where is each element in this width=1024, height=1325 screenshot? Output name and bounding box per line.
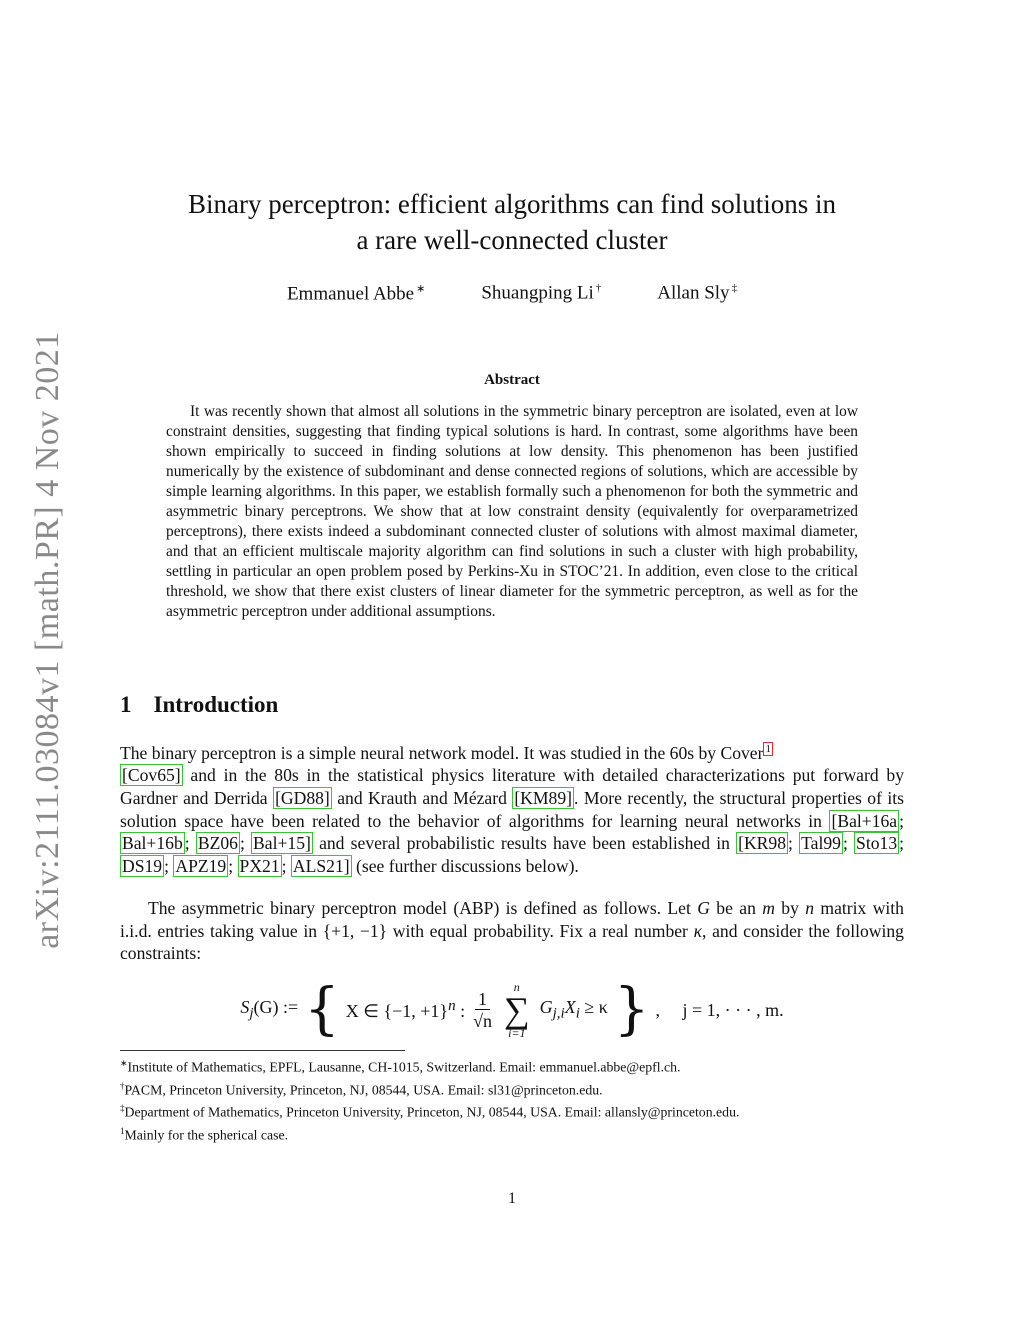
abstract-heading: Abstract xyxy=(484,372,540,388)
author-sly: Allan Sly ‡ xyxy=(657,282,738,304)
footnote-divider xyxy=(120,1050,405,1051)
section-heading-introduction xyxy=(120,692,720,718)
title-line-1: Binary perceptron: efficient algorithms can find solutions in xyxy=(187,189,837,219)
abstract-text: It was recently shown that almost all solutions in the symmetric binary perceptron are isolated, even at low constraint densities, suggesting that finding typical solutions is hard. In contrast, some algorithms have been shown empirically to succeed in finding solutions at low density. This phenomenon has been justified numerically by the existence of subdominant and dense connected regions of solutions, which are accessible by simple learning algorithms. In this paper, we establish formally such a phenomenon for both the symmetric and asymmetric binary perceptrons. We show that at low constraint density (equivalently for overparametrized perceptrons), there exists indeed a subdominant connected cluster of solutions with almost maximal diameter, and that an efficient multiscale majority algorithm can find solutions in such a cluster with high probability, settling in particular an open problem posed by Perkins-Xu in STOC’21. In addition, even close to the critical threshold, we show that there exist clusters of linear diameter for the symmetric perceptron, as well as for the asymmetric perceptron under additional assumptions. xyxy=(166,403,858,620)
section-title: Introduction xyxy=(153,692,279,717)
cite-px21[interactable]: PX21 xyxy=(239,855,280,876)
summation-symbol: n ∑ i=1 xyxy=(503,980,530,1040)
cite-bal16a[interactable]: [Bal+16a xyxy=(831,810,898,831)
right-brace: } xyxy=(613,977,650,1042)
footnote-ref-1[interactable]: 1 xyxy=(765,743,771,755)
equation-term: $G_{j,i}X_i \ge \kappa$ xyxy=(539,997,608,1022)
equation-set: X ∈ {−1, +1}$^n$ : xyxy=(345,998,466,1021)
section-number: 1 xyxy=(120,692,132,717)
cite-tal99[interactable]: Tal99 xyxy=(801,833,841,854)
intro-paragraph-1: The binary perceptron is a simple neural network model. It was studied in the 60s by Cover $^1$ [Cov65] and in the 80s in the statistical physics literature with detailed characterizations put forward by Gardner and Derrida [GD88] and Krauth and Mézard [KM89] . More recently, the structural properties of its solution space have been related to the behavior of algorithms for learning neural networks in [Bal+16a ; Bal+16b ; BZ06 ; Bal+15] and several probabilistic results have been established in [KR98 ; Tal99 ; Sto13 ; DS19 ; APZ19 ; PX21 ; ALS21] (see further discussions below). xyxy=(120,742,905,876)
page-number: 1 xyxy=(508,1190,516,1207)
paper-title xyxy=(120,186,904,258)
cite-ds19[interactable]: DS19 xyxy=(122,855,163,876)
cite-bal16b[interactable]: Bal+16b xyxy=(122,833,183,854)
cite-bal15[interactable]: Bal+15] xyxy=(253,833,311,854)
equation-lhs: $S_j(G)$ := xyxy=(240,997,299,1022)
cite-apz19[interactable]: APZ19 xyxy=(175,855,227,876)
left-brace: { xyxy=(304,977,340,1042)
intro-paragraph-2: The asymmetric binary perceptron model (ABP) is defined as follows. Let G be an m by n matrix with i.i.d. entries taking value in {+1, −1} with equal probability. Fix a real number κ, and consider the following constraints: xyxy=(120,898,904,964)
cite-als21[interactable]: ALS21] xyxy=(292,855,350,876)
author-abbe: Emmanuel Abbe ∗ xyxy=(286,283,426,305)
cite-bz06[interactable]: BZ06 xyxy=(197,833,238,854)
equation-fraction: $\frac{1}{√n}$ xyxy=(473,988,492,1031)
author-li: Shuangping Li † xyxy=(481,282,602,304)
title-line-2: a rare well-connected cluster xyxy=(356,225,668,255)
footnotes xyxy=(120,1054,920,1144)
cite-cov65[interactable]: [Cov65] xyxy=(122,765,181,786)
cite-kr98[interactable]: [KR98 xyxy=(738,833,787,854)
author-list xyxy=(120,282,904,305)
arxiv-identifier: arXiv:2111.03084v1 [math.PR] 4 Nov 2021 xyxy=(29,331,67,949)
footnote-abbe: ∗Institute of Mathematics, EPFL, Lausanne, CH-1015, Switzerland. Email: emmanuel.abbe@epfl.ch. xyxy=(120,1058,681,1075)
cite-gd88[interactable]: [GD88] xyxy=(275,788,330,809)
cite-km89[interactable]: [KM89] xyxy=(514,788,572,809)
footnote-1: $^1$Mainly for the spherical case. xyxy=(120,1125,289,1143)
arxiv-sidebar xyxy=(18,331,78,949)
cite-sto13[interactable]: Sto13 xyxy=(856,833,898,854)
footnote-sly: ‡Department of Mathematics, Princeton University, Princeton, NJ, 08544, USA. Email: allansly@princeton.edu. xyxy=(120,1103,740,1120)
equation-tail: , j = 1, · · · , m. xyxy=(655,999,784,1020)
footnote-li: †PACM, Princeton University, Princeton, NJ, 08544, USA. Email: sl31@princeton.edu. xyxy=(120,1080,603,1098)
constraint-equation xyxy=(120,975,904,1045)
